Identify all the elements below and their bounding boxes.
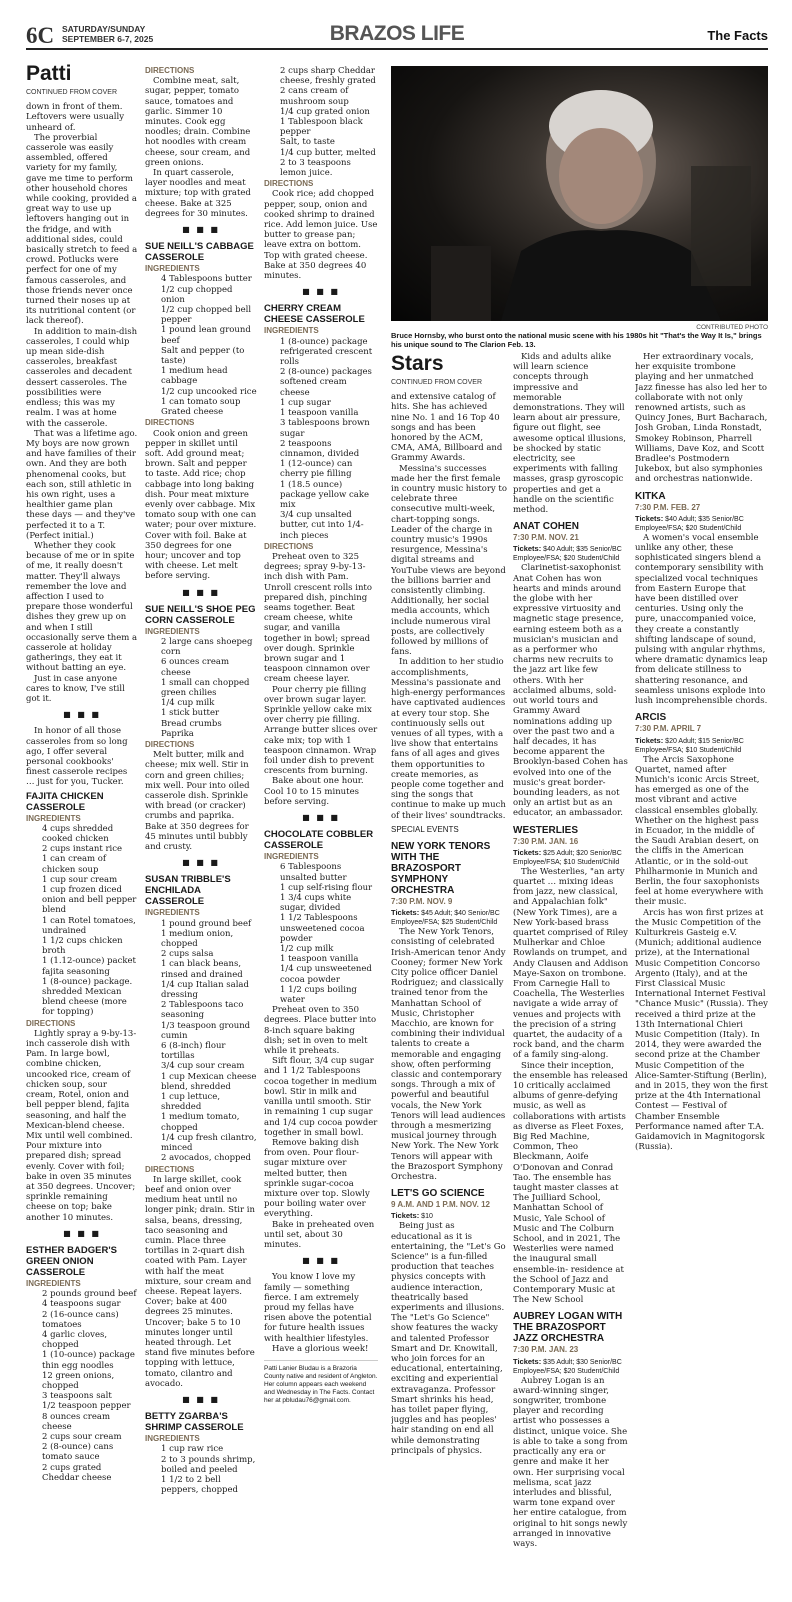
tickets-label: Tickets: — [513, 1356, 542, 1366]
recipe-directions: Pour cherry pie filling over brown sugar layer. Sprinkle yellow cake mix over cherry pie filling. Arrange butter slices over cake mix; top with 1 teaspoon cinnamon. Wrap foil under dish to prevent crescents from burning. — [264, 684, 378, 777]
ingredient: 1/2 teaspoon pepper — [42, 1401, 131, 1412]
ingredient: 1 cup frozen diced onion and bell pepper blend — [42, 885, 137, 916]
recipe-title: SUSAN TRIBBLE'S ENCHILADA CASSEROLE — [145, 874, 231, 908]
ingredient: 1 cup self-rising flour — [280, 882, 373, 893]
event-title: WESTERLIES — [513, 824, 579, 836]
event-description: The Westerlies, "an arty quartet … mixing ideas from jazz, new classical, and Appalachian folk" (New York Times), are a New York-based brass quartet comprised of Riley Mulherkar and Chloe Rowlands on trumpet, and Andy Clausen and Addison Maye-Saxon on trombone. From Carnegie Hall to Coachella, The Westerlies navigate a wide array of venues and projects with the precision of a string quartet, the audacity of a rock band, and the charm of a family sing-along. — [513, 866, 629, 1061]
ingredient: 1 medium onion, chopped — [161, 928, 234, 950]
section-divider: ■ ■ ■ — [182, 225, 220, 235]
ingredient: 1 (10-ounce) package thin egg noodles — [42, 1350, 135, 1371]
portrait-illustration — [391, 66, 768, 321]
ingredient: 3/4 cup unsalted butter, cut into 1/4-inch pieces — [280, 510, 364, 541]
ingredient: 2 to 3 pounds shrimp, boiled and peeled — [161, 1454, 256, 1475]
section-divider: ■ ■ ■ — [63, 710, 101, 720]
stars-column-1 — [391, 352, 507, 1597]
directions-label: DIRECTIONS — [264, 179, 314, 189]
cobbler-ingredients — [264, 862, 378, 1005]
tickets-price: $40 Adult; $35 Senior/BC Employee/FSA; $20 Student/Child — [513, 546, 622, 563]
ingredient: 3 teaspoons salt — [42, 1391, 112, 1402]
section-divider: ■ ■ ■ — [302, 1256, 340, 1266]
ingredient: 2 cups sour cream — [42, 1431, 122, 1442]
ingredient: 1 (18.5 ounce) package yellow cake mix — [280, 479, 370, 510]
shrimp-ingredients-part2 — [264, 66, 378, 178]
ingredients-label: INGREDIENTS — [26, 1278, 81, 1288]
event-description: Her extraordinary vocals, her exquisite trombone playing and her unmatched Jazz finesse has also led her to collaborate with not only renowned artists, such as Quincy Jones, Burt Bacharach, Josh Groban, Linda Ronstadt, Smokey Robinson, Pharrell Williams, Dave Koz, and Scott Bradlee's Postmodern Jukebox, but also symphonies and orchestras nationwide. — [635, 352, 768, 485]
event-title: KITKA — [635, 490, 666, 502]
recipe-directions: Preheat oven to 350 degrees. Place butter into 8-inch square baking dish; set in oven to melt while it preheats. — [264, 1005, 377, 1057]
event-time: 7:30 P.M. JAN. 16 — [513, 836, 579, 846]
tickets-price: $20 Adult; $15 Senior/BC Employee/FSA; $10 Student/Child — [635, 737, 744, 754]
ingredient: 6 ounces cream cheese — [161, 657, 230, 678]
stars-paragraph: Messina's successes made her the first female in country music history to celebrate three consecutive multi-week, chart-topping songs. Leader of the charge in country music's 1990s resurgence, Messina's digital streams and YouTube views are beyond the billions barrier and consistently climbing. Additionally, her social media accounts, which include numerous viral posts, are collectively followed by millions of fans. — [391, 463, 507, 658]
ingredient: 1 (8-ounce) package refrigerated crescent rolls — [280, 336, 373, 368]
patti-paragraph: The proverbial casserole was easily assembled, offered variety for my family, gave me time to perform other household chores while cooking, provided a great way to use up leftovers hanging out in the fridge, and with additional sides, could basically stretch to feed a crowd. Potlucks were perfect for one of my famous casseroles, and those friends never once turned their noses up at its nutritional content (or lack thereof). — [26, 132, 138, 327]
patti-continued: CONTINUED FROM COVER — [26, 89, 117, 96]
fajita-ingredients — [26, 824, 138, 1018]
event-description: Clarinetist-saxophonist Anat Cohen has won hearts and minds around the globe with her expressive virtuosity and magnetic stage presence, earning esteem both as a musician's musician and as a performer who charms new recruits to the jazz art like few others. With her acclaimed albums, sold-out world tours and Grammy Award nominations adding up over the past two and a half decades, it has become apparent the Brooklyn-based Cohen has evolved into one of the music's great border-bounding leaders, as not only an artist but as an educator, an ambassador. — [513, 563, 628, 819]
event-title: LET'S GO SCIENCE — [391, 1188, 485, 1200]
recipe-directions: Cook onion and green pepper in skillet until soft. Add ground meat; brown. Salt and pepper to taste. Add rice; chop cabbage into long baking dish. Pour meat mixture evenly over cabbage. Mix tomato soup with one can water; pour over mixture. Cover with foil. Bake at 350 degrees for one hour; uncover and top with cheese. Let melt before serving. — [145, 428, 257, 582]
ingredient: Paprika — [161, 728, 194, 739]
ingredient: 1 1/2 to 2 bell peppers, chopped — [161, 1474, 238, 1496]
recipe-title: SUE NEILL'S SHOE PEG CORN CASSEROLE — [145, 603, 256, 626]
stars-paragraph: In addition to her studio accomplishments, Messina's passionate and high-energy performances have captivated audiences at every tour stop. She continuously sells out venues of all types, with a live show that entertains fans of all ages and gives them opportunities to create memories, as people come together and sing the songs that continue to make up much of their lives' soundtracks. — [391, 657, 506, 821]
event-time: 7:30 P.M. JAN. 23 — [513, 1345, 579, 1355]
ingredient: 6 Tablespoons unsalted butter — [280, 862, 347, 883]
tickets-label: Tickets: — [513, 847, 542, 857]
bruce-hornsby-photo — [391, 66, 768, 321]
ingredient: 2 to 3 teaspoons lemon juice. — [280, 157, 351, 179]
tickets-label: Tickets: — [391, 1211, 420, 1221]
event-tickets — [513, 848, 629, 867]
event-description: The New York Tenors, consisting of celebrated Irish-American tenor Andy Cooney; former New York City police officer Daniel Rodriguez; and classically trained tenor from the Manhattan School of Music, Christopher Macchio, are known for combining their individual talents to create a memorable and engaging show, often performing classic and contemporary songs. Through a mix of powerful and beautiful vocals, the New York Tenors will lead audiences through a mesmerizing musical journey through New York. The New York Tenors will appear with the Brazosport Symphony Orchestra. — [391, 927, 506, 1183]
ingredient: 2 Tablespoons taco seasoning — [161, 1000, 244, 1021]
ingredient: 1 1/2 cups boiling water — [280, 984, 357, 1006]
ingredient: 2 pounds ground beef — [42, 1289, 137, 1300]
recipe-directions: Melt butter, milk and cheese; mix well. Stir in corn and green chilies; mix well. Pour into oiled casserole dish. Sprinkle with bread (or cracker) crumbs and paprika. Bake at 350 degrees for 45 minutes until bubbly and crusty. — [145, 750, 250, 853]
ingredients-label: INGREDIENTS — [145, 1434, 200, 1444]
directions-label: DIRECTIONS — [26, 1018, 76, 1028]
section-divider: ■ ■ ■ — [302, 287, 340, 297]
ingredient: Grated cheese — [161, 407, 224, 418]
event-title: ARCIS — [635, 712, 667, 724]
recipe-directions: Remove baking dish from oven. Pour flour-sugar mixture over melted butter, then sprinkle sugar-cocoa mixture over top. Slowly pour boiling water over everything. — [264, 1137, 370, 1220]
stars-title: Stars — [391, 352, 444, 375]
recipe-directions: In quart casserole, layer noodles and meat mixture; top with grated cheese. Bake at 325 degrees for 30 minutes. — [145, 168, 251, 219]
photo-caption: Bruce Hornsby, who burst onto the national music scene with his 1980s hit "That's the Way It Is," brings his unique sound to The Clarion Feb. 13. — [391, 331, 762, 349]
tickets-label: Tickets: — [635, 513, 664, 523]
ingredient: 1/4 cup butter, melted — [280, 147, 376, 158]
ingredient: Salt, to taste — [280, 137, 335, 148]
ingredient: 2 (8-ounce) packages softened cream cheese — [280, 367, 372, 398]
event-title: NEW YORK TENORS WITH THE BRAZOSPORT SYMPHONY ORCHESTRA — [391, 840, 491, 896]
ingredient: 1 1/2 cups chicken broth — [42, 936, 123, 957]
section-divider: ■ ■ ■ — [182, 587, 220, 597]
ingredient: 1/4 cup Italian salad dressing — [161, 979, 249, 1001]
tickets-price: $45 Adult; $40 Senior/BC Employee/FSA; $25 Student/Child — [391, 910, 500, 927]
patti-paragraph: In addition to main-dish casseroles, I could whip up mean side-dish casseroles, breakfast casseroles and decadent dessert casseroles. The possibilities were endless; this was my realm. I was at home with the casserole. — [26, 326, 138, 429]
ingredients-label: INGREDIENTS — [145, 626, 200, 636]
ingredient: Salt and pepper (to taste) — [161, 345, 245, 367]
ingredient: 3 tablespoons brown sugar — [280, 418, 370, 439]
patti-paragraph: You know I love my family — something fierce. I am extremely proud my fellas have risen above the potential for future health issues with healthier lifestyles. — [264, 1272, 372, 1344]
ingredient: 1/4 cup fresh cilantro, minced — [161, 1132, 257, 1154]
recipe-directions: In large skillet, cook beef and onion over medium heat until no longer pink; drain. Stir in salsa, beans, dressing, taco seasoning and cumin. Place three tortillas in 2-quart dish coated with Pam. Layer with half the meat mixture, sour cream and cheese. Repeat layers. Cover; bake at 400 degrees 25 minutes. Uncover; bake 5 to 10 minutes longer until heated through. Let stand five minutes before topping with lettuce, tomato, cilantro and avocado. — [145, 1174, 255, 1389]
event-tickets — [391, 908, 507, 927]
patti-column-3 — [264, 66, 378, 1597]
newspaper-logo: The Facts — [707, 28, 768, 43]
shrimp-ingredients-part1 — [145, 1444, 257, 1495]
ingredient: 1 medium tomato, chopped — [161, 1112, 240, 1133]
special-events-label: SPECIAL EVENTS — [391, 824, 459, 834]
tickets-price: $40 Adult; $35 Senior/BC Employee/FSA; $20 Student/Child — [635, 515, 744, 532]
event-time: 7:30 P.M. NOV. 9 — [391, 896, 453, 906]
event-tickets — [635, 514, 768, 533]
ingredient: 2 cups sharp Cheddar cheese, freshly grated — [280, 66, 376, 87]
patti-column-1 — [26, 62, 138, 1597]
recipe-title: FAJITA CHICKEN CASSEROLE — [26, 790, 104, 813]
issue-day: SATURDAY/SUNDAY — [62, 24, 146, 34]
recipe-directions: Preheat oven to 325 degrees; spray 9-by-13-inch dish with Pam. Unroll crescent rolls into prepared dish, pinching seams together. Beat cream cheese, white sugar, and vanilla together in bowl; spread over dough. Sprinkle brown sugar and 1 teaspoon cinnamon over cream cheese layer. — [264, 551, 372, 685]
event-title: AUBREY LOGAN WITH THE BRAZOSPORT JAZZ ORCHESTRA — [513, 1311, 623, 1345]
patti-paragraph: In honor of all those casseroles from so long ago, I offer several personal cookbooks' finest casserole recipes … just for you, Tucker. — [26, 726, 128, 788]
patti-column-2 — [145, 66, 257, 1597]
section-divider: ■ ■ ■ — [182, 1394, 220, 1404]
recipe-title: BETTY ZGARBA'S SHRIMP CASSEROLE — [145, 1411, 244, 1434]
event-description: Kids and adults alike will learn science concepts through impressive and memorable demonstrations. They will learn about air pressure, figure out flight, see awesome optical illusions, be shocked by static electricity, see experiments with falling masses, grasp gyroscopic properties and get a handle on the scientific method. — [513, 352, 626, 516]
ingredient: 1 pound ground beef — [161, 918, 252, 929]
shoepeg-ingredients — [145, 637, 257, 739]
ingredients-label: INGREDIENTS — [264, 852, 319, 862]
ingredient: 4 teaspoons sugar — [42, 1299, 121, 1310]
ingredient: 1 (12-ounce) can cherry pie filling — [280, 459, 353, 480]
ingredient: 1 can Rotel tomatoes, undrained — [42, 915, 136, 936]
event-time: 7:30 P.M. FEB. 27 — [635, 502, 701, 512]
ingredient: 1 1/2 Tablespoons unsweetened cocoa powder — [280, 913, 365, 944]
event-tickets — [513, 544, 629, 563]
directions-label: DIRECTIONS — [145, 739, 195, 749]
directions-label: DIRECTIONS — [145, 1164, 195, 1174]
ingredient: 8 ounces cream cheese — [42, 1411, 111, 1432]
ingredient: 1 (8-ounce) package. shredded Mexican blend cheese (more for topping) — [42, 976, 133, 1018]
ingredients-label: INGREDIENTS — [145, 908, 200, 918]
stars-column-2 — [513, 352, 629, 1597]
ingredient: 2 cups instant rice — [42, 844, 123, 855]
event-title: ANAT COHEN — [513, 521, 579, 533]
tickets-price: $10 — [421, 1213, 433, 1221]
photo-credit: CONTRIBUTED PHOTO — [696, 324, 768, 331]
ingredient: 4 cups shredded cooked chicken — [42, 823, 114, 845]
tickets-price: $35 Adult; $30 Senior/BC Employee/FSA; $20 Student/Child — [513, 1358, 622, 1375]
ingredient: 1 can tomato soup — [161, 396, 241, 407]
cabbage-ingredients — [145, 274, 257, 417]
ingredient: 4 Tablespoons butter — [161, 274, 252, 285]
ingredient: 2 avocados, chopped — [161, 1153, 251, 1164]
ingredient: 2 teaspoons cinnamon, divided — [280, 438, 360, 459]
event-description: Being just as educational as it is entertaining, the "Let's Go Science" is a fun-filled production that teaches physics concepts with audience interaction, theatrically based experiments and illusions. The "Let's Go Science" show features the wacky and talented Professor Smart and Dr. Knowitall, who join forces for an educational, entertaining, exciting and experiential extravaganza. Professor Smart shrinks his head, has toilet paper flying, juggles and has peoples' hair standing on end all while demonstrating principals of physics. — [391, 1221, 506, 1456]
section-divider: ■ ■ ■ — [182, 858, 220, 868]
ingredients-label: INGREDIENTS — [264, 326, 319, 336]
tribble-ingredients — [145, 919, 257, 1164]
ingredient: 12 green onions, chopped — [42, 1370, 115, 1391]
tickets-price: $25 Adult; $20 Senior/BC Employee/FSA; $10 Student/Child — [513, 849, 622, 866]
event-time: 9 A.M. AND 1 P.M. NOV. 12 — [391, 1200, 490, 1210]
event-description: A women's vocal ensemble unlike any other, these sophisticated singers blend a contemporary sensibility with specialized vocal techniques from Eastern Europe that have been distilled over centuries. Using only the pure, unaccompanied voice, they create a constantly shifting landscape of sound, pulsing with angular rhythms, where dramatic dynamics leap from delicate stillness to shattering resonance, and seamless unisons explode into lush incomprehensible chords. — [635, 532, 768, 707]
tickets-label: Tickets: — [635, 735, 664, 745]
page-number: 6C — [26, 23, 55, 48]
ingredient: 1/4 cup unsweetened cocoa powder — [280, 964, 372, 985]
ingredient: 1 (1.12-ounce) packet fajita seasoning — [42, 956, 136, 977]
ingredient: 1 can black beans, rinsed and drained — [161, 959, 243, 980]
patti-paragraph: Have a glorious week! — [272, 1343, 369, 1354]
recipe-title: ESTHER BADGER'S GREEN ONION CASSEROLE — [26, 1244, 117, 1278]
ingredient: 6 (8-inch) flour tortillas — [161, 1041, 226, 1062]
patti-title: Patti — [26, 62, 72, 85]
ingredient: 1 medium head cabbage — [161, 366, 228, 387]
section-divider: ■ ■ ■ — [302, 813, 340, 823]
event-time: 7:30 P.M. NOV. 21 — [513, 533, 579, 543]
ingredient: 1/3 teaspoon ground cumin — [161, 1020, 251, 1041]
section-divider: ■ ■ ■ — [63, 1228, 101, 1238]
ingredient: 1 cup lettuce, shredded — [161, 1092, 221, 1113]
ingredient: 2 large cans shoepeg corn — [161, 636, 253, 658]
recipe-directions: Cook rice; add chopped pepper, soup, onion and cooked shrimp to drained rice. Add lemon juice. Use butter to grease pan; leave extra on bottom. Top with grated cheese. Bake at 350 degrees 40 minutes. — [264, 189, 378, 282]
ingredient: 1/2 cup chopped bell pepper — [161, 305, 252, 326]
event-tickets — [635, 736, 768, 755]
recipe-directions: Sift flour, 3/4 cup sugar and 1 1/2 Tablespoons cocoa together in medium bowl. Stir in milk and vanilla until smooth. Stir in remaining 1 cup sugar and 1/4 cup cocoa powder together in small bowl. — [264, 1056, 378, 1138]
patti-paragraph: That was a lifetime ago. My boys are now grown and have families of their own. And they are both phenomenal cooks, but each son, still athletic in his own right, uses a healthier game plan these days — and they've perfected it to a T. (Perfect initial.) — [26, 428, 138, 541]
author-bio: Patti Lanier Bludau is a Brazoria County native and resident of Angleton. Her column appears each weekend and Wednesday in The Facts. Contact her at pbludau76@gmail.com. — [264, 1360, 378, 1405]
event-time: 7:30 P.M. APRIL 7 — [635, 724, 702, 734]
ingredient: 2 (8-ounce) cans tomato sauce — [42, 1442, 114, 1463]
directions-label: DIRECTIONS — [145, 418, 195, 428]
ingredient: 1 teaspoon vanilla — [280, 954, 359, 965]
ingredient: 2 cans cream of mushroom soup — [280, 86, 349, 107]
directions-label: DIRECTIONS — [264, 541, 314, 551]
ingredient: 1/4 cup grated onion — [280, 106, 370, 117]
tickets-label: Tickets: — [513, 544, 542, 554]
recipe-title: CHERRY CREAM CHEESE CASSEROLE — [264, 303, 365, 326]
ingredients-label: INGREDIENTS — [145, 264, 200, 274]
page-header — [26, 20, 768, 50]
ingredient: 1 stick butter — [161, 708, 220, 719]
ingredient: Bread crumbs — [161, 718, 222, 729]
event-description: Since their inception, the ensemble has released 10 critically acclaimed albums of genre-defying music, as well as collaborations with artists as diverse as Fleet Foxes, Big Red Machine, Common, Theo Bleckmann, Aoife O'Donovan and Conrad Tao. The ensemble has taught master classes at The Juilliard School, Manhattan School of Music, Yale School of Music and The Colburn School, and in 2021, The Westerlies were named the inaugural small ensemble-in- residence at the School of Jazz and Contemporary Music at The New School — [513, 1060, 628, 1306]
ingredient: 2 cups salsa — [161, 949, 214, 960]
ingredient: 1 cup Mexican cheese blend, shredded — [161, 1071, 257, 1092]
ingredient: 1/2 cup milk — [280, 944, 334, 955]
ingredient: 1 teaspoon vanilla — [280, 408, 359, 419]
ingredient: 2 (16-ounce cans) tomatoes — [42, 1309, 119, 1330]
directions-label: DIRECTIONS — [145, 66, 195, 75]
recipe-directions: Lightly spray a 9-by-13-inch casserole dish with Pam. In large bowl, combine chicken, uncooked rice, cream of chicken soup, sour cream, Rotel, onion and bell pepper blend, fajita seasoning, and half the Mexican-blend cheese. Mix until well combined. Pour mixture into prepared dish; spread evenly. Cover with foil; bake in oven 35 minutes at 350 degrees. Uncover; sprinkle remaining cheese on top; bake another 10 minutes. — [26, 1028, 137, 1223]
ingredient: 1/2 cup chopped onion — [161, 284, 233, 305]
issue-date-text: SEPTEMBER 6-7, 2025 — [62, 34, 154, 44]
event-tickets — [513, 1357, 629, 1376]
ingredient: 1 cup sour cream — [42, 874, 118, 885]
ingredient: 1/4 cup milk — [161, 698, 215, 709]
recipe-directions: Bake about one hour. Cool 10 to 15 minutes before serving. — [264, 776, 364, 807]
stars-paragraph: and extensive catalog of hits. She has achieved nine No. 1 and 16 Top 40 songs and has been honored by the ACM, CMA, AMA, Billboard and Grammy Awards. — [391, 392, 503, 464]
ingredient: 1 Tablespoon black pepper — [280, 117, 363, 138]
ingredient: 2 cups grated Cheddar cheese — [42, 1462, 112, 1483]
ingredient: 1 can cream of chicken soup — [42, 854, 107, 875]
ingredient: 1 cup raw rice — [161, 1444, 224, 1455]
ingredient: 1 cup sugar — [280, 397, 331, 408]
ingredient: 1 pound lean ground beef — [161, 325, 251, 346]
recipe-title: SUE NEILL'S CABBAGE CASSEROLE — [145, 241, 254, 264]
patti-paragraph: Just in case anyone cares to know, I've still got it. — [26, 673, 125, 704]
recipe-directions: Bake in preheated oven until set, about 30 minutes. — [264, 1219, 375, 1250]
section-title: BRAZOS LIFE — [329, 22, 465, 45]
stars-column-3 — [635, 352, 768, 1597]
event-description: Arcis has won first prizes at the Music Competition of the Kulturkreis Gasteig e.V. (Munich; additional audience prize), at the International Music Competition Concorso Argento (Italy), and at the First Classical Music International Internet Festival "Chance Music" (Russia). They received a third prize at the 13th International Chieri Music Competition (Italy). In 2014, they were awarded the second prize at the Chamber Music Competition of the Alice-Samter-Stiftung (Berlin), and in 2015, they won the first prize at the 4th International Contest — Festival of Chamber Ensemble Performance named after T.A. Gaidamovich in Magnitogorsk (Russia). — [635, 907, 768, 1153]
recipe-directions: Combine meat, salt, sugar, pepper, tomato sauce, tomatoes and garlic. Simmer 10 minutes. Cook egg noodles; drain. Combine hot noodles with cream cheese, sour cream, and green onions. — [145, 76, 251, 168]
ingredient: 1 3/4 cups white sugar, divided — [280, 893, 352, 914]
patti-paragraph: down in front of them. Leftovers were usually unheard of. — [26, 102, 125, 133]
event-tickets — [391, 1211, 507, 1221]
ingredients-label: INGREDIENTS — [26, 813, 81, 823]
ingredient: 3/4 cup sour cream — [161, 1061, 245, 1072]
event-description: Aubrey Logan is an award-winning singer, songwriter, trombone player and recording artist who possesses a distinct, unique voice. She is able to take a song from practically any era or genre and make it her own. Her surprising vocal melisma, scat jazz interludes and blissful, warm tone expand over her entire catalogue, from original to hit songs newly arranged in innovative ways. — [513, 1375, 628, 1549]
event-description: The Arcis Saxophone Quartet, named after Munich's iconic Arcis Street, has emerged as one of the most vibrant and active classical ensembles globally. Whether on the highest pass in Ecuador, in the middle of the Saudi Arabian desert, on the cliffs in the American Atlantic, or in the sold-out Philharmonie in Munich and Berlin, the four saxophonists feel at home everywhere with their music. — [635, 754, 764, 908]
cherry-ingredients — [264, 337, 378, 541]
patti-paragraph: Whether they cook because of me or in spite of me, it really doesn't matter. They'll always remember the love and affection I used to prepare those wonderful dishes they grew up on and when I still occasionally serve them a casserole at holiday gatherings, they eat it without batting an eye. — [26, 540, 138, 674]
ingredient: 1 small can chopped green chilies — [161, 677, 250, 698]
tickets-label: Tickets: — [391, 908, 420, 918]
ingredient: 4 garlic cloves, chopped — [42, 1329, 108, 1351]
stars-continued: CONTINUED FROM COVER — [391, 379, 482, 386]
recipe-title: CHOCOLATE COBBLER CASSEROLE — [264, 829, 374, 852]
esther-ingredients — [26, 1289, 138, 1483]
ingredient: 1/2 cup uncooked rice — [161, 386, 257, 397]
